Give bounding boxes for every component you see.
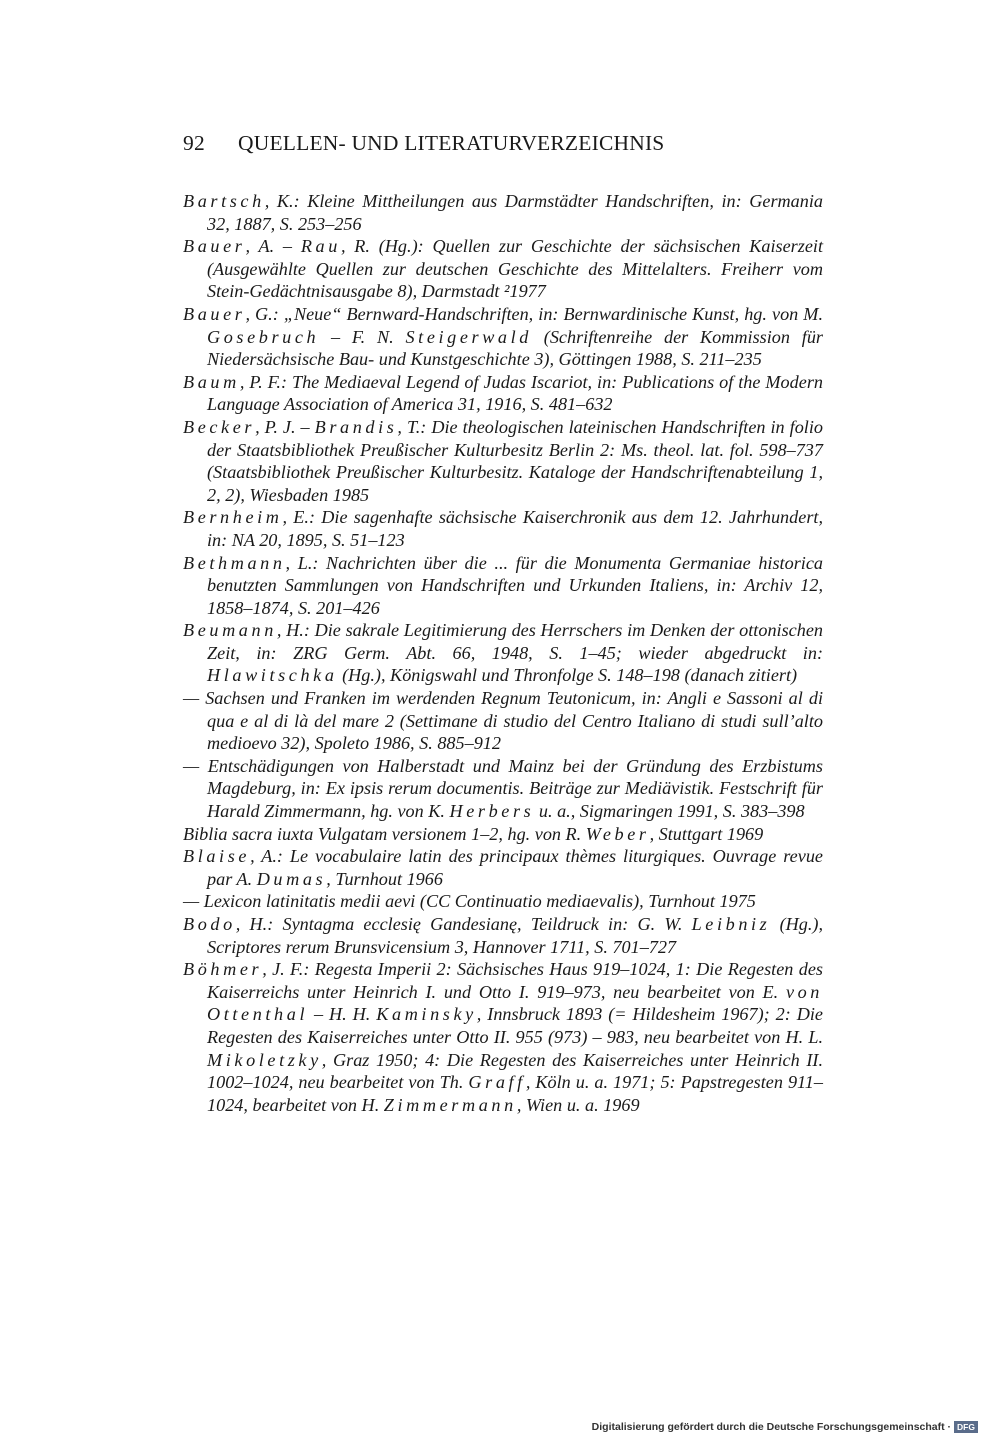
entry-text: , Wien u. a. 1969 xyxy=(516,1094,640,1115)
entry-text: Biblia sacra iuxta Vulgatam versionem 1–2, hg. von R. xyxy=(183,823,586,844)
entry-text: , Graz 1950; 4: Die Regesten des Kaiserreiches unter Heinrich II. 1002–1024, neu bearbeitet von Th. xyxy=(207,1049,823,1093)
author-name: Bauer xyxy=(183,236,246,257)
bibliography-entry xyxy=(183,913,823,958)
entry-text: , Köln u. a. 1971; 5: Papstregesten 911–1024, bearbeitet von H. xyxy=(207,1072,823,1115)
entry-text: , J. F.: Regesta Imperii 2: Sächsisches Haus 919–1024, 1: Die Regesten des Kaiserreichs unter Heinrich I. und Otto I. 919–973, neu bearbeitet von E. xyxy=(207,959,823,1002)
entry-text: , T.: Die theologischen lateinischen Handschriften in folio der Staatsbibliothek Preußischer Kulturbesitz Berlin 2: Ms. theol. lat. fol. 598–737 (Staatsbibliothek Preußischer Kulturbesitz. Kataloge der Handschriftenabteilung 1, 2, 2), Wiesbaden 1985 xyxy=(207,416,823,505)
bibliography-entry xyxy=(183,303,823,371)
author-name: Becker xyxy=(183,416,256,437)
entry-text: — Entschädigungen von Halberstadt und Mainz bei der Gründung des Erzbistums Magdeburg, in: Ex ipsis rerum documentis. Beiträge zur Mediävistik. Festschrift für Harald Zimmermann, hg. von K. xyxy=(183,755,823,822)
author-name: Rau xyxy=(300,236,341,257)
entry-text: , A.: Le vocabulaire latin des principaux thèmes liturgiques. Ouvrage revue par A. xyxy=(207,846,823,889)
entry-text: u. a., Sigmaringen 1991, S. 383–398 xyxy=(534,801,805,822)
page-number: 92 xyxy=(183,131,205,155)
entry-text: , L.: Nachrichten über die ... für die Monumenta Germaniae historica benutzten Sammlungen von Handschriften und Urkunden Italiens, in: Archiv 12, 1858–1874, S. 201–426 xyxy=(207,552,823,618)
footer xyxy=(592,1421,978,1433)
entry-text: — Sachsen und Franken im werdenden Regnum Teutonicum, in: Angli e Sassoni al di qua e al di là del mare 2 (Settimane di studio del Centro Italiano di studi sull’alto medioevo 32), Spoleto 1986, S. 885–912 xyxy=(183,688,823,754)
dfg-logo-icon: DFG xyxy=(954,1421,978,1433)
bibliography-entry xyxy=(183,506,823,551)
bibliography-entry xyxy=(183,845,823,890)
entry-text: (Hg.), Königswahl und Thronfolge S. 148–198 (danach zitiert) xyxy=(337,665,798,686)
author-name: Weber xyxy=(585,823,650,844)
author-name: Bauer xyxy=(183,303,246,324)
author-name: Graff xyxy=(468,1072,526,1093)
entry-text: , A. – xyxy=(245,236,301,257)
author-name: Zimmermann xyxy=(383,1094,517,1115)
author-name: Dumas xyxy=(256,868,327,889)
author-name: Bartsch xyxy=(183,191,265,211)
bibliography-entry xyxy=(183,235,823,303)
author-name: Brandis xyxy=(314,416,398,437)
bibliography-entry xyxy=(183,190,823,235)
bibliography-entry xyxy=(183,755,823,823)
bibliography-entry xyxy=(183,371,823,416)
author-name: Gosebruch xyxy=(207,326,320,347)
author-name: Böhmer xyxy=(183,959,263,980)
running-head: QUELLEN- UND LITERATURVERZEICHNIS xyxy=(238,131,665,155)
bibliography-entry xyxy=(183,552,823,620)
bibliography-entry xyxy=(183,890,823,913)
entry-text: , Innsbruck 1893 (= Hildesheim 1967); 2: Die Regesten des Kaiserreiches unter Otto II. 955 (973) – 983, neu bearbeitet von H. L. xyxy=(207,1004,823,1047)
entry-text: , Turnhout 1966 xyxy=(326,868,443,889)
author-name: Beumann xyxy=(183,620,277,641)
author-name: Leibniz xyxy=(691,914,771,934)
footer-credit: Digitalisierung gefördert durch die Deutsche Forschungsgemeinschaft · xyxy=(591,1421,952,1433)
bibliography-list xyxy=(183,190,823,1116)
author-name: Baum xyxy=(183,371,240,392)
author-name: Herbers xyxy=(449,801,535,822)
entry-text: , K.: Kleine Mittheilungen aus Darmstädter Handschriften, in: Germania 32, 1887, S. 253–256 xyxy=(207,191,823,234)
entry-text: , R. (Hg.): Quellen zur Geschichte der sächsischen Kaiserzeit (Ausgewählte Quellen zur deutschen Geschichte des Mittelalters. Freiherr vom Stein-Gedächtnisausgabe 8), Darmstadt ²1977 xyxy=(207,236,823,302)
bibliography-entry xyxy=(183,958,823,1116)
entry-text: , H.: Syntagma ecclesię Gandesianę, Teildruck in: G. W. xyxy=(235,914,692,934)
entry-text: (Schriftenreihe der Kommission für Niedersächsische Bau- und Kunstgeschichte 3), Göttingen 1988, S. 211–235 xyxy=(207,326,823,370)
author-name: Blaise xyxy=(183,846,251,867)
author-name: Bernheim xyxy=(183,507,283,528)
bibliography-entry xyxy=(183,823,823,846)
author-name: von Ottenthal xyxy=(207,981,823,1025)
entry-text: , Stuttgart 1969 xyxy=(649,823,764,844)
entry-text: , E.: Die sagenhafte sächsische Kaiserchronik aus dem 12. Jahrhundert, in: NA 20, 1895, S. 51–123 xyxy=(207,507,823,550)
author-name: Mikoletzky xyxy=(207,1049,322,1070)
page-header xyxy=(183,131,743,156)
author-name: Bethmann xyxy=(183,552,286,573)
author-name: Kaminsky xyxy=(376,1004,477,1025)
entry-text: , G.: „Neue“ Bernward-Handschriften, in: Bernwardinische Kunst, hg. von M. xyxy=(245,303,823,324)
entry-text: (Hg.), Scriptores rerum Brunsvicensium 3, Hannover 1711, S. 701–727 xyxy=(207,914,824,957)
bibliography-entry xyxy=(183,619,823,687)
author-name: Hlawitschka xyxy=(207,665,338,686)
entry-text: — Lexicon latinitatis medii aevi (CC Continuatio mediaevalis), Turnhout 1975 xyxy=(183,891,756,912)
entry-text: – H. H. xyxy=(308,1004,377,1025)
entry-text: – F. N. xyxy=(319,326,406,347)
author-name: Steigerwald xyxy=(405,326,532,347)
bibliography-entry xyxy=(183,687,823,755)
entry-text: , P. F.: The Mediaeval Legend of Judas Iscariot, in: Publications of the Modern Language Association of America 31, 1916, S. 481–632 xyxy=(207,371,823,415)
entry-text: , P. J. – xyxy=(255,416,315,437)
entry-text: , H.: Die sakrale Legitimierung des Herrschers im Denken der ottonischen Zeit, in: ZRG Germ. Abt. 66, 1948, S. 1–45; wieder abgedruckt in: xyxy=(207,620,823,663)
bibliography-entry xyxy=(183,416,823,506)
author-name: Bodo xyxy=(183,914,236,934)
